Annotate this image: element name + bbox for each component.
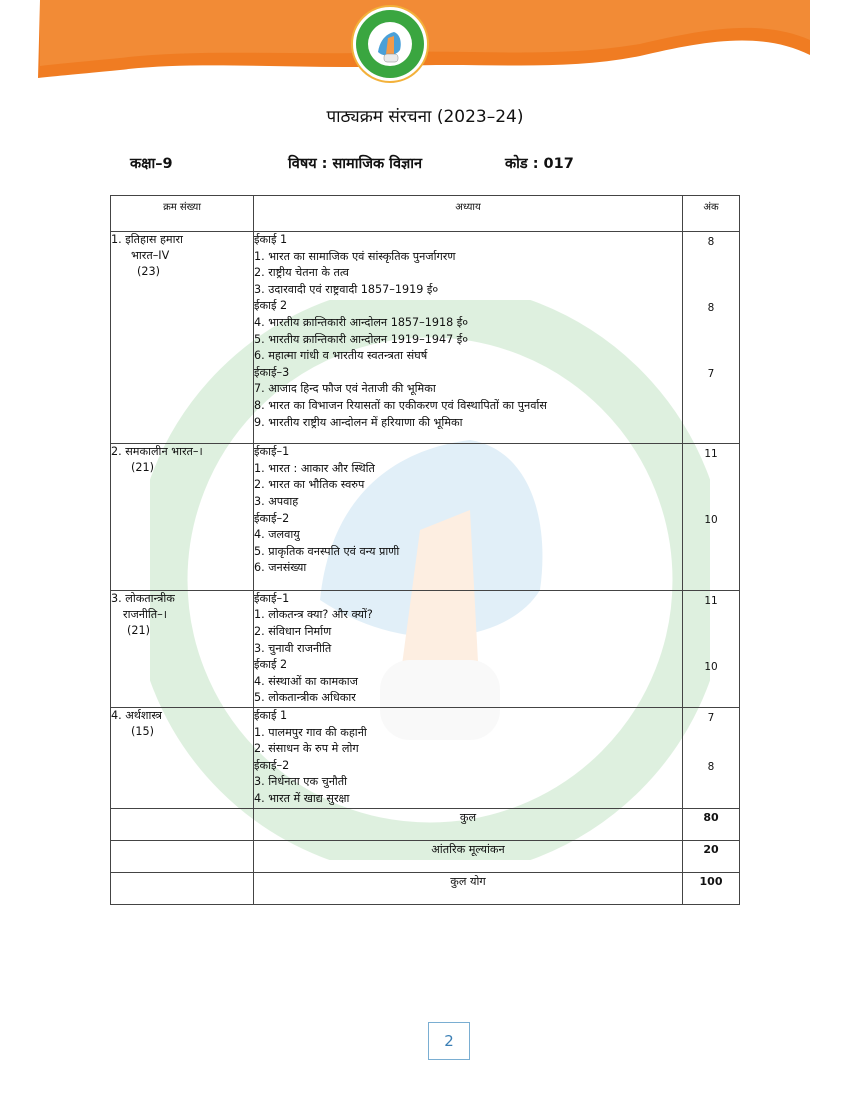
internal-assessment-row	[111, 840, 740, 872]
chapter-line: 2. भारत का भौतिक स्वरुप	[254, 478, 365, 492]
section-name-line: भारत–IV	[131, 249, 170, 262]
chapter-line: 7. आजाद हिन्द फौज एवं नेताजी की भूमिका	[254, 382, 436, 396]
section-name	[111, 232, 254, 444]
total-row	[111, 808, 740, 840]
chapter-list	[254, 444, 683, 591]
chapter-line: 1. पालमपुर गाव की कहानी	[254, 725, 367, 739]
section-marks-total: (23)	[137, 265, 160, 278]
section-name	[111, 590, 254, 707]
chapter-line: 1. भारत का सामाजिक एवं सांस्कृतिक पुनर्जागरण	[254, 249, 456, 263]
chapter-list	[254, 590, 683, 707]
chapter-line: 2. संसाधन के रुप मे लोग	[254, 742, 359, 756]
empty-cell	[111, 840, 254, 872]
unit-marks: 11	[704, 448, 718, 461]
marks-cell	[683, 590, 740, 707]
chapter-line: 5. लोकतान्त्रीक अधिकार	[254, 691, 356, 705]
empty-cell	[111, 808, 254, 840]
section-name-line: 2. समकालीन भारत–।	[111, 445, 203, 459]
page-number: 2	[428, 1022, 470, 1060]
unit-marks: 10	[704, 660, 718, 673]
board-logo	[350, 4, 430, 84]
header-chapter: अध्याय	[254, 196, 683, 232]
class-label: कक्षा–9	[130, 156, 173, 172]
internal-assessment-label: आंतरिक मूल्यांकन	[254, 840, 683, 872]
chapter-line: 4. भारत में खाद्य सुरक्षा	[254, 792, 350, 805]
chapter-line: 3. चुनावी राजनीति	[254, 641, 332, 655]
table-row	[111, 232, 740, 444]
table-row	[111, 590, 740, 707]
chapter-line: ईकाई–2	[254, 511, 290, 525]
section-name-line: 3. लोकतान्त्रीक	[111, 591, 175, 605]
marks-cell	[683, 444, 740, 591]
unit-marks: 8	[707, 761, 715, 774]
chapter-line: 5. प्राकृतिक वनस्पति एवं वन्य प्राणी	[254, 544, 400, 558]
chapter-line: ईकाई–2	[254, 758, 290, 772]
code-label: कोड : 017	[505, 156, 574, 172]
chapter-line: ईकाई 1	[254, 709, 288, 723]
unit-marks: 7	[707, 712, 715, 725]
chapter-line: 9. भारतीय राष्ट्रीय आन्दोलन में हरियाणा की भूमिका	[254, 415, 463, 429]
chapter-line: 3. अपवाह	[254, 494, 299, 508]
chapter-line: ईकाई–1	[254, 591, 290, 605]
internal-assessment-value: 20	[683, 840, 740, 872]
section-name	[111, 444, 254, 591]
chapter-line: ईकाई–1	[254, 445, 290, 459]
syllabus-table	[110, 195, 740, 905]
section-name	[111, 708, 254, 809]
unit-marks: 8	[707, 236, 715, 248]
chapter-line: 2. राष्ट्रीय चेतना के तत्व	[254, 266, 350, 280]
total-label: कुल	[254, 808, 683, 840]
section-name-line: राजनीति–।	[123, 607, 167, 621]
chapter-line: 5. भारतीय क्रान्तिकारी आन्दोलन 1919–1947 ई०	[254, 332, 469, 346]
marks-cell	[683, 232, 740, 444]
chapter-line: 4. संस्थाओं का कामकाज	[254, 674, 358, 688]
unit-marks: 10	[704, 514, 718, 527]
chapter-line: 6. महात्मा गांधी व भारतीय स्वतन्त्रता संघर्ष	[254, 349, 428, 363]
table-header-row	[111, 196, 740, 232]
chapter-line: 8. भारत का विभाजन रियासतों का एकीकरण एवं विस्थापितों का पुनर्वास	[254, 398, 547, 412]
marks-cell	[683, 708, 740, 809]
chapter-line: 4. भारतीय क्रान्तिकारी आन्दोलन 1857–1918 ई०	[254, 315, 469, 329]
header-serial: क्रम संख्या	[111, 196, 254, 232]
chapter-line: ईकाई 1	[254, 233, 288, 246]
page-title: पाठ्यक्रम संरचना (2023–24)	[326, 107, 524, 127]
chapter-line: 3. उदारवादी एवं राष्ट्रवादी 1857–1919 ई०	[254, 282, 439, 296]
grand-total-value: 100	[683, 872, 740, 904]
chapter-line: ईकाई 2	[254, 658, 288, 672]
header-marks: अंक	[683, 196, 740, 232]
table-row	[111, 708, 740, 809]
section-marks-total: (15)	[131, 725, 154, 739]
table-row	[111, 444, 740, 591]
chapter-line: 4. जलवायु	[254, 528, 300, 542]
section-name-line: 4. अर्थशास्त्र	[111, 709, 162, 723]
chapter-list	[254, 708, 683, 809]
unit-marks: 7	[707, 368, 715, 380]
chapter-line: ईकाई–3	[254, 365, 290, 379]
chapter-line: 2. संविधान निर्माण	[254, 625, 332, 639]
empty-cell	[111, 872, 254, 904]
chapter-line: 1. भारत : आकार और स्थिति	[254, 461, 375, 475]
section-name-line: 1. इतिहास हमारा	[111, 233, 183, 246]
chapter-line: 1. लोकतन्त्र क्या? और क्यों?	[254, 608, 373, 622]
chapter-line: 3. निर्धनता एक चुनौती	[254, 775, 348, 789]
grand-total-row	[111, 872, 740, 904]
chapter-line: 6. जनसंख्या	[254, 561, 307, 575]
section-marks-total: (21)	[131, 461, 154, 475]
chapter-list	[254, 232, 683, 444]
unit-marks: 11	[704, 594, 718, 607]
section-marks-total: (21)	[127, 623, 150, 637]
chapter-line: ईकाई 2	[254, 299, 288, 313]
unit-marks: 8	[707, 302, 715, 314]
total-value: 80	[683, 808, 740, 840]
grand-total-label: कुल योग	[254, 872, 683, 904]
subject-label: विषय : सामाजिक विज्ञान	[288, 156, 423, 172]
